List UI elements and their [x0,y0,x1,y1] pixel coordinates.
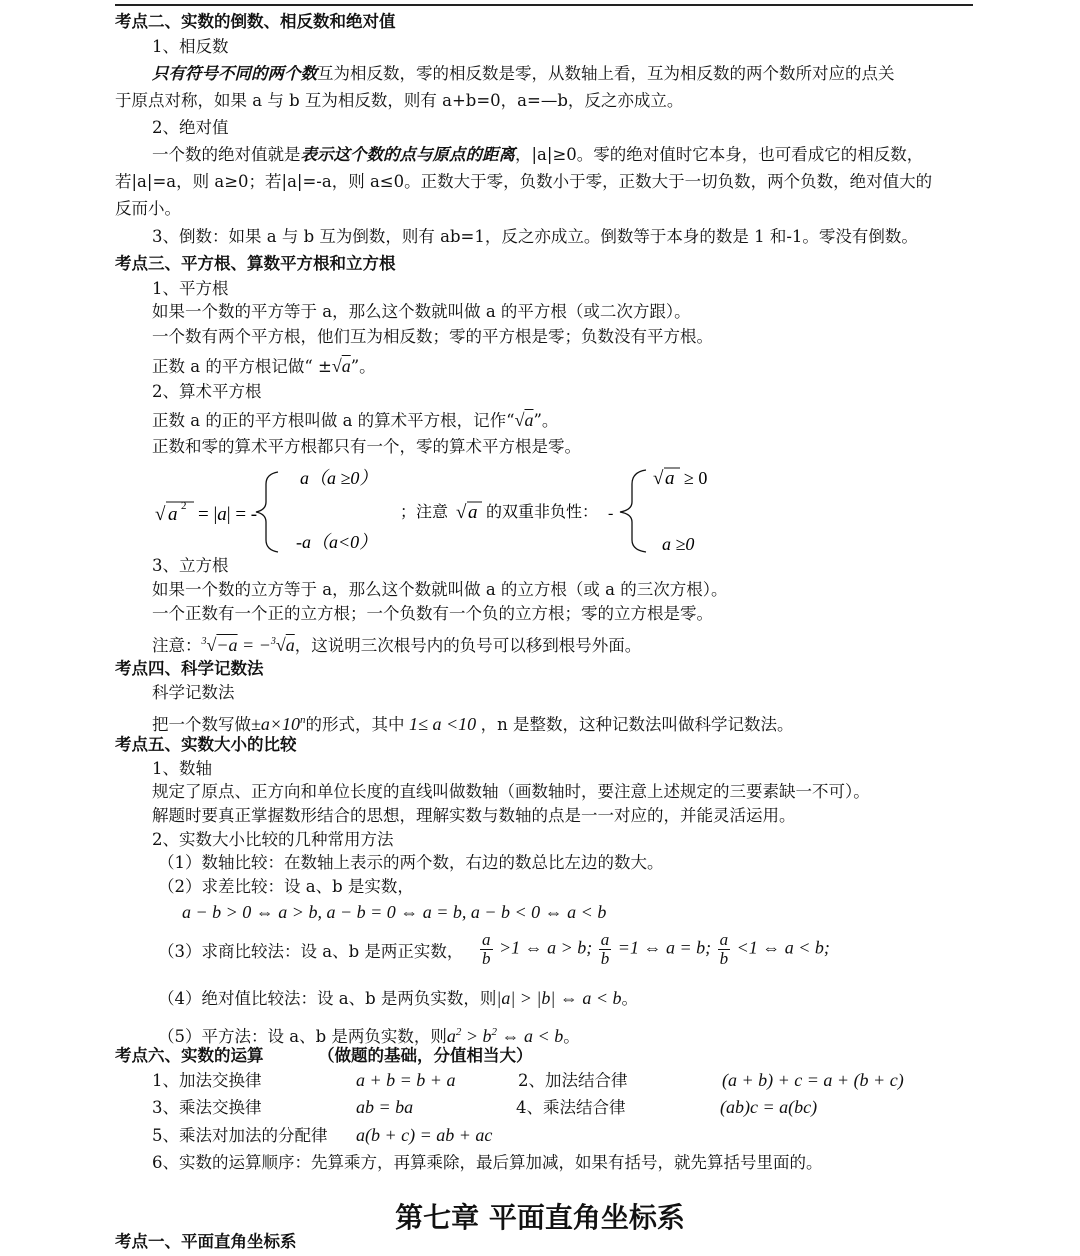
rule2-formula: (a + b) + c = a + (b + c) [722,1070,904,1090]
s2-line2: 于原点对称，如果 a 与 b 互为相反数，则有 a+b=0，a=—b，反之亦成立。 [115,91,684,110]
rule4-formula: (ab)c = a(bc) [720,1097,818,1117]
case-negative: -a（a<0） [296,532,378,552]
nonneg-note-b: 的双重非负性： [486,504,599,521]
case-positive: a（a ≥0） [300,468,378,488]
s3-line8-a: 注意： [152,636,202,655]
s3-line6: 如果一个数的立方等于 a，那么这个数就叫做 a 的立方根（或 a 的三次方根）。 [152,580,728,599]
heading-s6: 考点六、实数的运算 [115,1046,264,1065]
s3-sub1: 1、平方根 [152,279,229,298]
square-compare-formula: $a^2 > b^2$ ⇔ a < b [446,1026,564,1046]
nonneg-cond-1: ≥ 0 [684,468,708,488]
abs-compare-formula: |a| > |b| ⇔ a < b [496,988,622,1008]
rule6: 6、实数的运算顺序：先算乘方，再算乘除，最后算加减，如果有括号，就先算括号里面的。 [152,1153,823,1172]
s5-method5 [158,1022,580,1047]
s5-method4-a: （4）绝对值比较法：设 a、b 是两负实数，则 [158,989,497,1008]
svg-text:-: - [608,505,614,522]
s5-method1: （1）数轴比较：在数轴上表示的两个数，右边的数总比左边的数大。 [158,853,664,872]
s5-method4-b: 。 [621,989,638,1008]
svg-text:√: √ [653,468,664,489]
heading-s5: 考点五、实数大小的比较 [115,735,297,754]
sci-notation-formula: $\pm a\times 10^n$ [251,714,306,734]
rule4-label: 4、乘法结合律 [516,1098,626,1117]
svg-text:√: √ [456,502,467,523]
s5-method4 [158,988,638,1009]
s5-method3 [158,942,463,962]
rule3-formula: ab = ba [356,1097,414,1117]
s2-line1 [152,64,895,84]
rule1-label: 1、加法交换律 [152,1071,262,1090]
svg-text:a: a [468,502,478,523]
heading-s4: 考点四、科学记数法 [115,659,264,678]
s3-line4-a: 正数 a 的正的平方根叫做 a 的算术平方根，记作“ [152,411,515,430]
cube-root-formula: $^3$√−a = −$^3$√a [201,635,295,655]
s2-line3-bold: 表示这个数的点与原点的距离 [300,145,515,164]
svg-text:a: a [665,468,675,489]
s4-line1 [152,710,793,735]
chapter-title: 第七章 平面直角坐标系 [395,1201,685,1234]
s4-line1-a: 把一个数写做 [152,715,251,734]
chapter-s1-heading: 考点一、平面直角坐标系 [115,1232,297,1251]
sqrt-a-squared-lhs: √ [155,504,166,525]
rule2-label: 2、加法结合律 [518,1071,628,1090]
svg-text:a: a [168,504,178,525]
s2-line6: 3、倒数：如果 a 与 b 互为倒数，则有 ab=1，反之亦成立。倒数等于本身的数是 1 和-1。零没有倒数。 [152,227,918,246]
s5-method5-b: 。 [563,1027,580,1046]
difference-formula: a − b > 0 ⇔ a > b, a − b = 0 ⇔ a = b, a − b < 0 ⇔ a < b [182,902,607,922]
s2-line4: 若|a|=a，则 a≥0；若|a|=-a，则 a≤0。正数大于零，负数小于零，正数大于一切负数，两个负数，绝对值大的 [115,172,933,191]
nonneg-cond-2: a ≥0 [662,534,695,554]
s5-sub2: 2、实数大小比较的几种常用方法 [152,830,394,849]
s3-sub2: 2、算术平方根 [152,382,262,401]
sqrt-a-symbol-2: √a [514,410,534,430]
s2-line1-rest: 互为相反数，零的相反数是零，从数轴上看，互为相反数的两个数所对应的点关 [317,64,895,83]
sqrt-a-symbol: √a [331,356,351,376]
rule5-label: 5、乘法对加法的分配律 [152,1126,328,1145]
s3-line4 [152,410,558,431]
abs-piecewise-formula [150,462,730,558]
header-rule [115,4,973,6]
sci-notation-range: 1≤ a <10 [404,714,481,734]
s3-line1: 如果一个数的平方等于 a，那么这个数就叫做 a 的平方根（或二次方跟）。 [152,302,691,321]
s3-line4-b: ”。 [533,411,559,430]
s3-line7: 一个正数有一个正的立方根；一个负数有一个负的立方根；零的立方根是零。 [152,604,713,623]
s2-sub1: 1、相反数 [152,37,229,56]
s3-line8 [152,632,641,656]
s5-sub1: 1、数轴 [152,759,212,778]
s2-line3 [152,145,923,165]
s5-line2: 解题时要真正掌握数形结合的思想，理解实数与数轴的点是一一对应的，并能灵活运用。 [152,806,796,825]
s2-line3-b: ，|a|≥0。零的绝对值时它本身，也可看成它的相反数， [515,145,924,164]
s2-line3-a: 一个数的绝对值就是 [152,145,301,164]
s5-method2: （2）求差比较：设 a、b 是实数， [158,877,414,896]
rule5-formula: a(b + c) = ab + ac [356,1125,493,1145]
s3-line3-a: 正数 a 的平方根记做“ ± [152,357,332,376]
rule3-label: 3、乘法交换律 [152,1098,262,1117]
s3-line3-b: ”。 [350,357,376,376]
s4-line1-c: ，n 是整数，这种记数法叫做科学记数法。 [480,715,794,734]
nonneg-note-a: ；注意 [400,504,449,521]
quotient-formula: $\frac{a}{b}$ >1 ⇔ a > b; $\frac{a}{b}$ =1 ⇔ a = b; $\frac{a}{b}$ <1 ⇔ a < b; [482,930,830,968]
s4-sub1: 科学记数法 [152,683,235,702]
svg-text:= |a| = -: = |a| = - [198,504,258,525]
rule1-formula: a + b = b + a [356,1070,456,1090]
s3-line2: 一个数有两个平方根，他们互为相反数；零的平方根是零；负数没有平方根。 [152,327,713,346]
s2-line5: 反而小。 [115,199,181,218]
s6-note: （做题的基础，分值相当大） [318,1046,533,1065]
s3-line8-b: ，这说明三次根号内的负号可以移到根号外面。 [294,636,642,655]
s5-line1: 规定了原点、正方向和单位长度的直线叫做数轴（画数轴时，要注意上述规定的三要素缺一不可）。 [152,782,870,801]
s3-line3 [152,356,376,377]
heading-s3: 考点三、平方根、算数平方根和立方根 [115,254,396,273]
s2-line1-bold: 只有符号不同的两个数 [152,64,317,83]
s3-line5: 正数和零的算术平方根都只有一个，零的算术平方根是零。 [152,437,581,456]
s2-sub2: 2、绝对值 [152,118,229,137]
s5-method5-a: （5）平方法：设 a、b 是两负实数，则 [158,1027,447,1046]
heading-s2: 考点二、实数的倒数、相反数和绝对值 [115,12,396,31]
s5-method3-text: （3）求商比较法：设 a、b 是两正实数， [158,942,464,961]
svg-text:2: 2 [181,500,187,512]
s3-sub3: 3、立方根 [152,556,229,575]
s4-line1-b: 的形式，其中 [305,715,405,734]
